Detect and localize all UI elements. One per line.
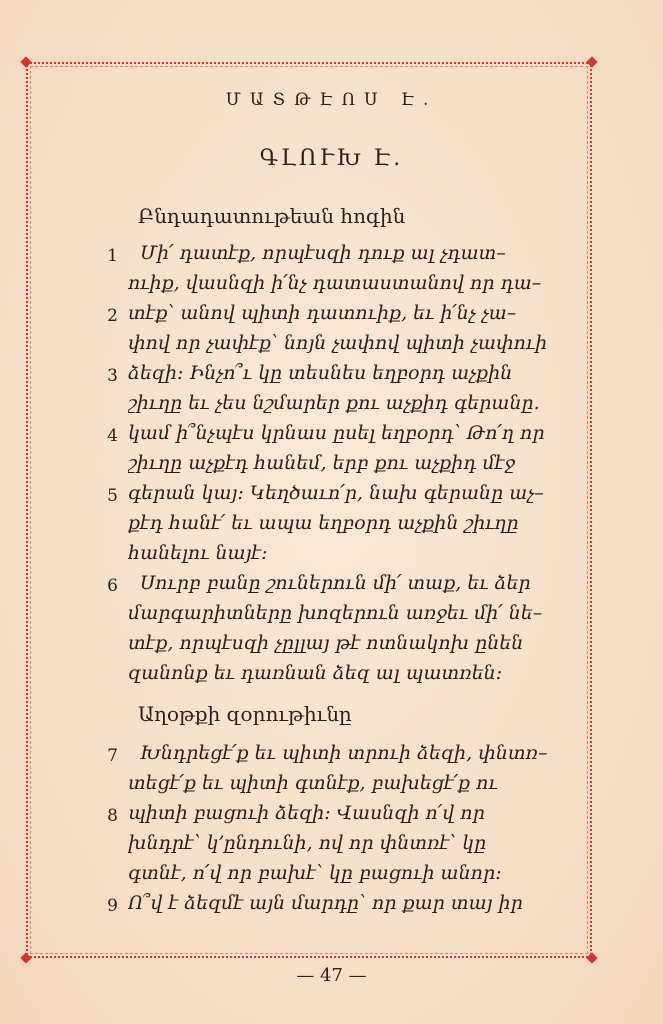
verse-text: պիտի բացուի ձեզի։ Վասնզի ո՛վ որ	[128, 802, 485, 824]
verse-text: շիւղը աչքէդ հանեմ, երբ քու աչքիդ մէջ	[128, 452, 516, 474]
verse-number: 4	[107, 426, 118, 446]
verse-line	[0, 512, 663, 542]
verse-text: ձեզի։ Ինչո՞ւ կը տեսնես եղբօրդ աչքին	[128, 362, 513, 384]
verse-text: քէդ հանէ՛ եւ ապա եղբօրդ աչքին շիւղը	[128, 512, 519, 534]
verse-text: Խնդրեցէ՛ք եւ պիտի տրուի ձեզի, փնտռ–	[140, 742, 548, 764]
verse-line	[0, 862, 663, 892]
verse-text: Սուրբ բանը շուներուն մի՛ տաք, եւ ձեր	[140, 572, 531, 594]
verse-line	[0, 332, 663, 362]
verse-text: տէք, որպէսզի չըլլայ թէ ոտնակոխ ընեն	[128, 632, 524, 654]
verse-text: տէք՝ անով պիտի դատուիք, եւ ի՛նչ չա–	[128, 302, 517, 324]
verse-line	[0, 572, 663, 602]
section-heading: Աղօթքի զօրութիւնը	[138, 702, 352, 726]
verse-line	[0, 242, 663, 272]
verse-line	[0, 272, 663, 302]
verse-text: կամ ի՞նչպէս կրնաս ըսել եղբօրդ՝ Թո՛ղ որ	[128, 422, 545, 444]
verse-text: մարգարիտները խոզերուն առջեւ մի՛ նե–	[128, 602, 543, 624]
verse-line	[0, 632, 663, 662]
verse-number: 1	[107, 246, 118, 266]
verse-text: Ո՞վ է ձեզմէ այն մարդը՝ որ քար տայ իր	[128, 892, 523, 914]
verse-line	[0, 452, 663, 482]
verse-text: ուիք, վասնզի ի՛նչ դատաստանով որ դա–	[128, 272, 542, 294]
verse-text: հանելու նայէ։	[128, 542, 268, 564]
verse-number: 2	[107, 306, 118, 326]
verse-text: փով որ չափէք՝ նոյն չափով պիտի չափուի	[128, 332, 548, 354]
verse-number: 7	[107, 746, 118, 766]
verse-number: 9	[107, 896, 118, 916]
verse-line	[0, 662, 663, 692]
verse-text: տեցէ՛ք եւ պիտի գտնէք, բախեցէ՛ք ու	[128, 772, 498, 794]
book-title: ՄԱՏԹԷՈՍ Է.	[225, 90, 438, 110]
verse-text: շիւղը եւ չես նշմարեր քու աչքիդ գերանը.	[128, 392, 540, 414]
verse-line	[0, 422, 663, 452]
verse-line	[0, 602, 663, 632]
verse-number: 3	[107, 366, 118, 386]
verse-line	[0, 892, 663, 922]
verse-line	[0, 362, 663, 392]
verse-text: զանոնք եւ դառնան ձեզ ալ պատռեն։	[128, 662, 503, 684]
verse-text: գերան կայ։ Կեղծաւո՛ր, նախ գերանը աչ–	[128, 482, 544, 504]
verse-line	[0, 392, 663, 422]
verse-line	[0, 302, 663, 332]
verse-line	[0, 772, 663, 802]
verse-line	[0, 742, 663, 772]
chapter-heading: ԳԼՈՒԽ Է.	[259, 146, 404, 171]
verse-line	[0, 482, 663, 512]
verse-text: խնդրէ՝ կ՚ընդունի, ով որ փնտռէ՝ կը	[128, 832, 487, 854]
verse-text: գտնէ, ո՛վ որ բախէ՝ կը բացուի անոր։	[128, 862, 502, 884]
verse-line	[0, 542, 663, 572]
page-number: — 47 —	[296, 965, 367, 986]
verse-number: 8	[107, 806, 118, 826]
verse-line	[0, 802, 663, 832]
verse-number: 5	[107, 486, 118, 506]
verse-number: 6	[107, 576, 118, 596]
verse-line	[0, 832, 663, 862]
section-heading: Բնդադատութեան հոգին	[138, 204, 406, 228]
verse-text: Մի՛ դատէք, որպէսզի դուք ալ չդատ–	[140, 242, 506, 264]
